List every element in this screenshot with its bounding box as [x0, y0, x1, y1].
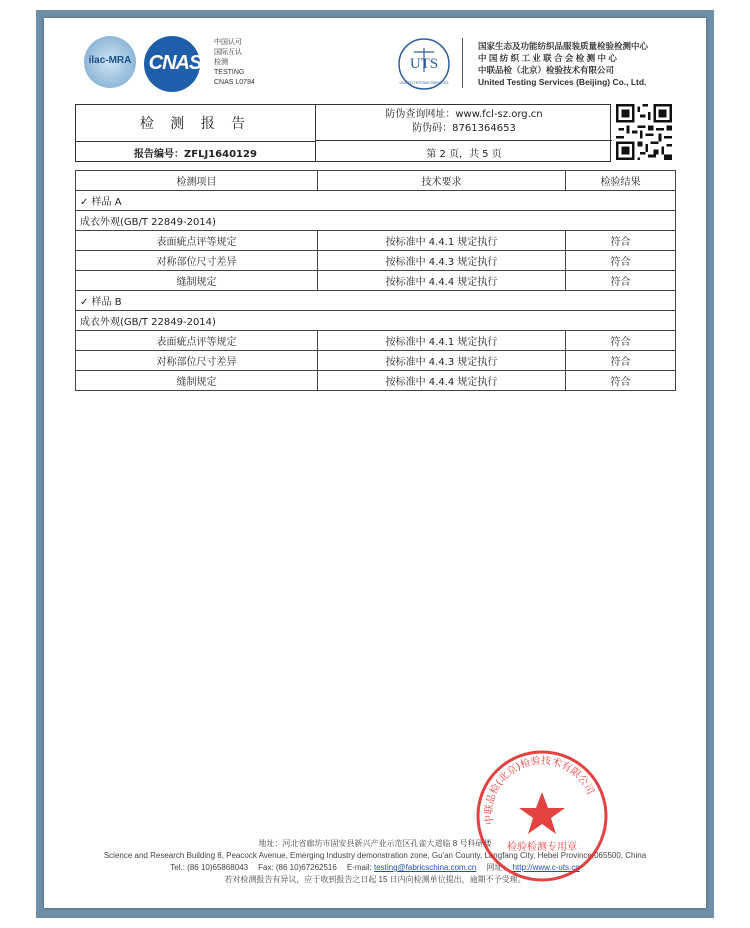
- test-item: 对称部位尺寸差异: [76, 351, 318, 371]
- cnas-line: 国际互认: [214, 49, 242, 56]
- table-row: [76, 351, 676, 371]
- email-label: E-mail:: [346, 863, 372, 872]
- cnas-line: CNAS L0784: [214, 79, 255, 86]
- cnas-line: 中国认可: [214, 39, 242, 46]
- sample-row: [76, 191, 676, 211]
- sample-row: [76, 291, 676, 311]
- result: 符合: [566, 371, 676, 391]
- address-cn: 地址：河北省廊坊市固安县新兴产业示范区孔雀大道临 8 号科研楼: [258, 839, 492, 848]
- page-info: 第 2 页，共 5 页: [426, 148, 502, 160]
- header-test-item: 检测项目: [76, 171, 318, 191]
- cnas-line: TESTING: [214, 69, 245, 76]
- web-label: 网址：: [486, 863, 511, 872]
- fax: Fax: (86 10)67262516: [258, 863, 337, 872]
- email-group: [347, 862, 477, 874]
- sample-a-label: ✓ 样品 A: [76, 191, 676, 211]
- seal-ring-path: 中联品检(北京)检验技术有限公司: [483, 755, 596, 826]
- uts-letters: UTS: [409, 56, 439, 72]
- result: 符合: [566, 331, 676, 351]
- address-en: Science and Research Building 8, Peacock Avenue, Emerging Industry demonstration zone, Gu'an County, Langfang City, Hebei Province,065500, China: [103, 851, 647, 860]
- table-row: [76, 331, 676, 351]
- requirement: 按标准中 4.4.3 规定执行: [318, 251, 566, 271]
- web-link[interactable]: http://www.c-uts.cn: [512, 863, 580, 872]
- table-header-row: [76, 171, 676, 191]
- objection-notice: 若对检测报告有异议，应于收到报告之日起 15 日内向检测单位提出，逾期不予受理。: [224, 875, 526, 884]
- test-item: 表面疵点评等规定: [76, 231, 318, 251]
- cnas-line: 检测: [214, 59, 228, 66]
- test-item: 表面疵点评等规定: [76, 331, 318, 351]
- email-link[interactable]: testing@fabricschina.com.cn: [373, 863, 477, 872]
- requirement: 按标准中 4.4.4 规定执行: [318, 271, 566, 291]
- report-header-table: [75, 104, 611, 162]
- official-seal: [474, 748, 610, 884]
- logo-divider: [462, 38, 463, 88]
- tel: Tel.: (86 10)65868043: [170, 863, 249, 872]
- lab-name-line: 中 国 纺 织 工 业 联 合 会 检 测 中 心: [478, 53, 617, 63]
- header-requirement: 技术要求: [318, 171, 566, 191]
- requirement: 按标准中 4.4.3 规定执行: [318, 351, 566, 371]
- verify-code: 防伪码：8761364653: [412, 123, 516, 134]
- header-result: 检验结果: [566, 171, 676, 191]
- report-title: 检 测 报 告: [76, 105, 315, 142]
- test-item: 缝制规定: [76, 371, 318, 391]
- result: 符合: [566, 351, 676, 371]
- seal-center-text: 检验检测专用章: [507, 842, 577, 853]
- table-row: [76, 231, 676, 251]
- result: 符合: [566, 271, 676, 291]
- table-row: [76, 371, 676, 391]
- report-title-cell: [76, 105, 316, 161]
- qr-code: [616, 104, 672, 160]
- sample-b-label: ✓ 样品 B: [76, 291, 676, 311]
- group-row: [76, 311, 676, 331]
- ilac-mra-label: ilac-MRA: [88, 55, 132, 66]
- result: 符合: [566, 251, 676, 271]
- table-row: [76, 251, 676, 271]
- test-item: 缝制规定: [76, 271, 318, 291]
- report-number: 报告编号：ZFLJ1640129: [134, 148, 257, 160]
- requirement: 按标准中 4.4.1 规定执行: [318, 231, 566, 251]
- table-row: [76, 271, 676, 291]
- group-label: 成衣外观(GB/T 22849-2014): [76, 211, 676, 231]
- uts-logo: [396, 36, 452, 92]
- requirement: 按标准中 4.4.1 规定执行: [318, 331, 566, 351]
- lab-name-line: 中联品检（北京）检验技术有限公司: [478, 65, 615, 75]
- uts-ring-text: UNITED TESTING SERVICES: [399, 81, 449, 85]
- group-row: [76, 211, 676, 231]
- lab-name-line: United Testing Services (Beijing) Co., Ltd.: [478, 77, 647, 87]
- verify-url: 防伪查询网址：www.fcl-sz.org.cn: [385, 109, 543, 120]
- lab-names: [478, 40, 648, 88]
- cnas-accreditation-text: [214, 38, 255, 88]
- group-label: 成衣外观(GB/T 22849-2014): [76, 311, 676, 331]
- verification-info: [316, 105, 612, 141]
- result: 符合: [566, 231, 676, 251]
- requirement: 按标准中 4.4.4 规定执行: [318, 371, 566, 391]
- lab-name-line: 国家生态及功能纺织品服装质量检验检测中心: [478, 41, 649, 51]
- test-item: 对称部位尺寸差异: [76, 251, 318, 271]
- cnas-label: CNAS: [148, 52, 202, 74]
- test-items-table: [75, 170, 676, 391]
